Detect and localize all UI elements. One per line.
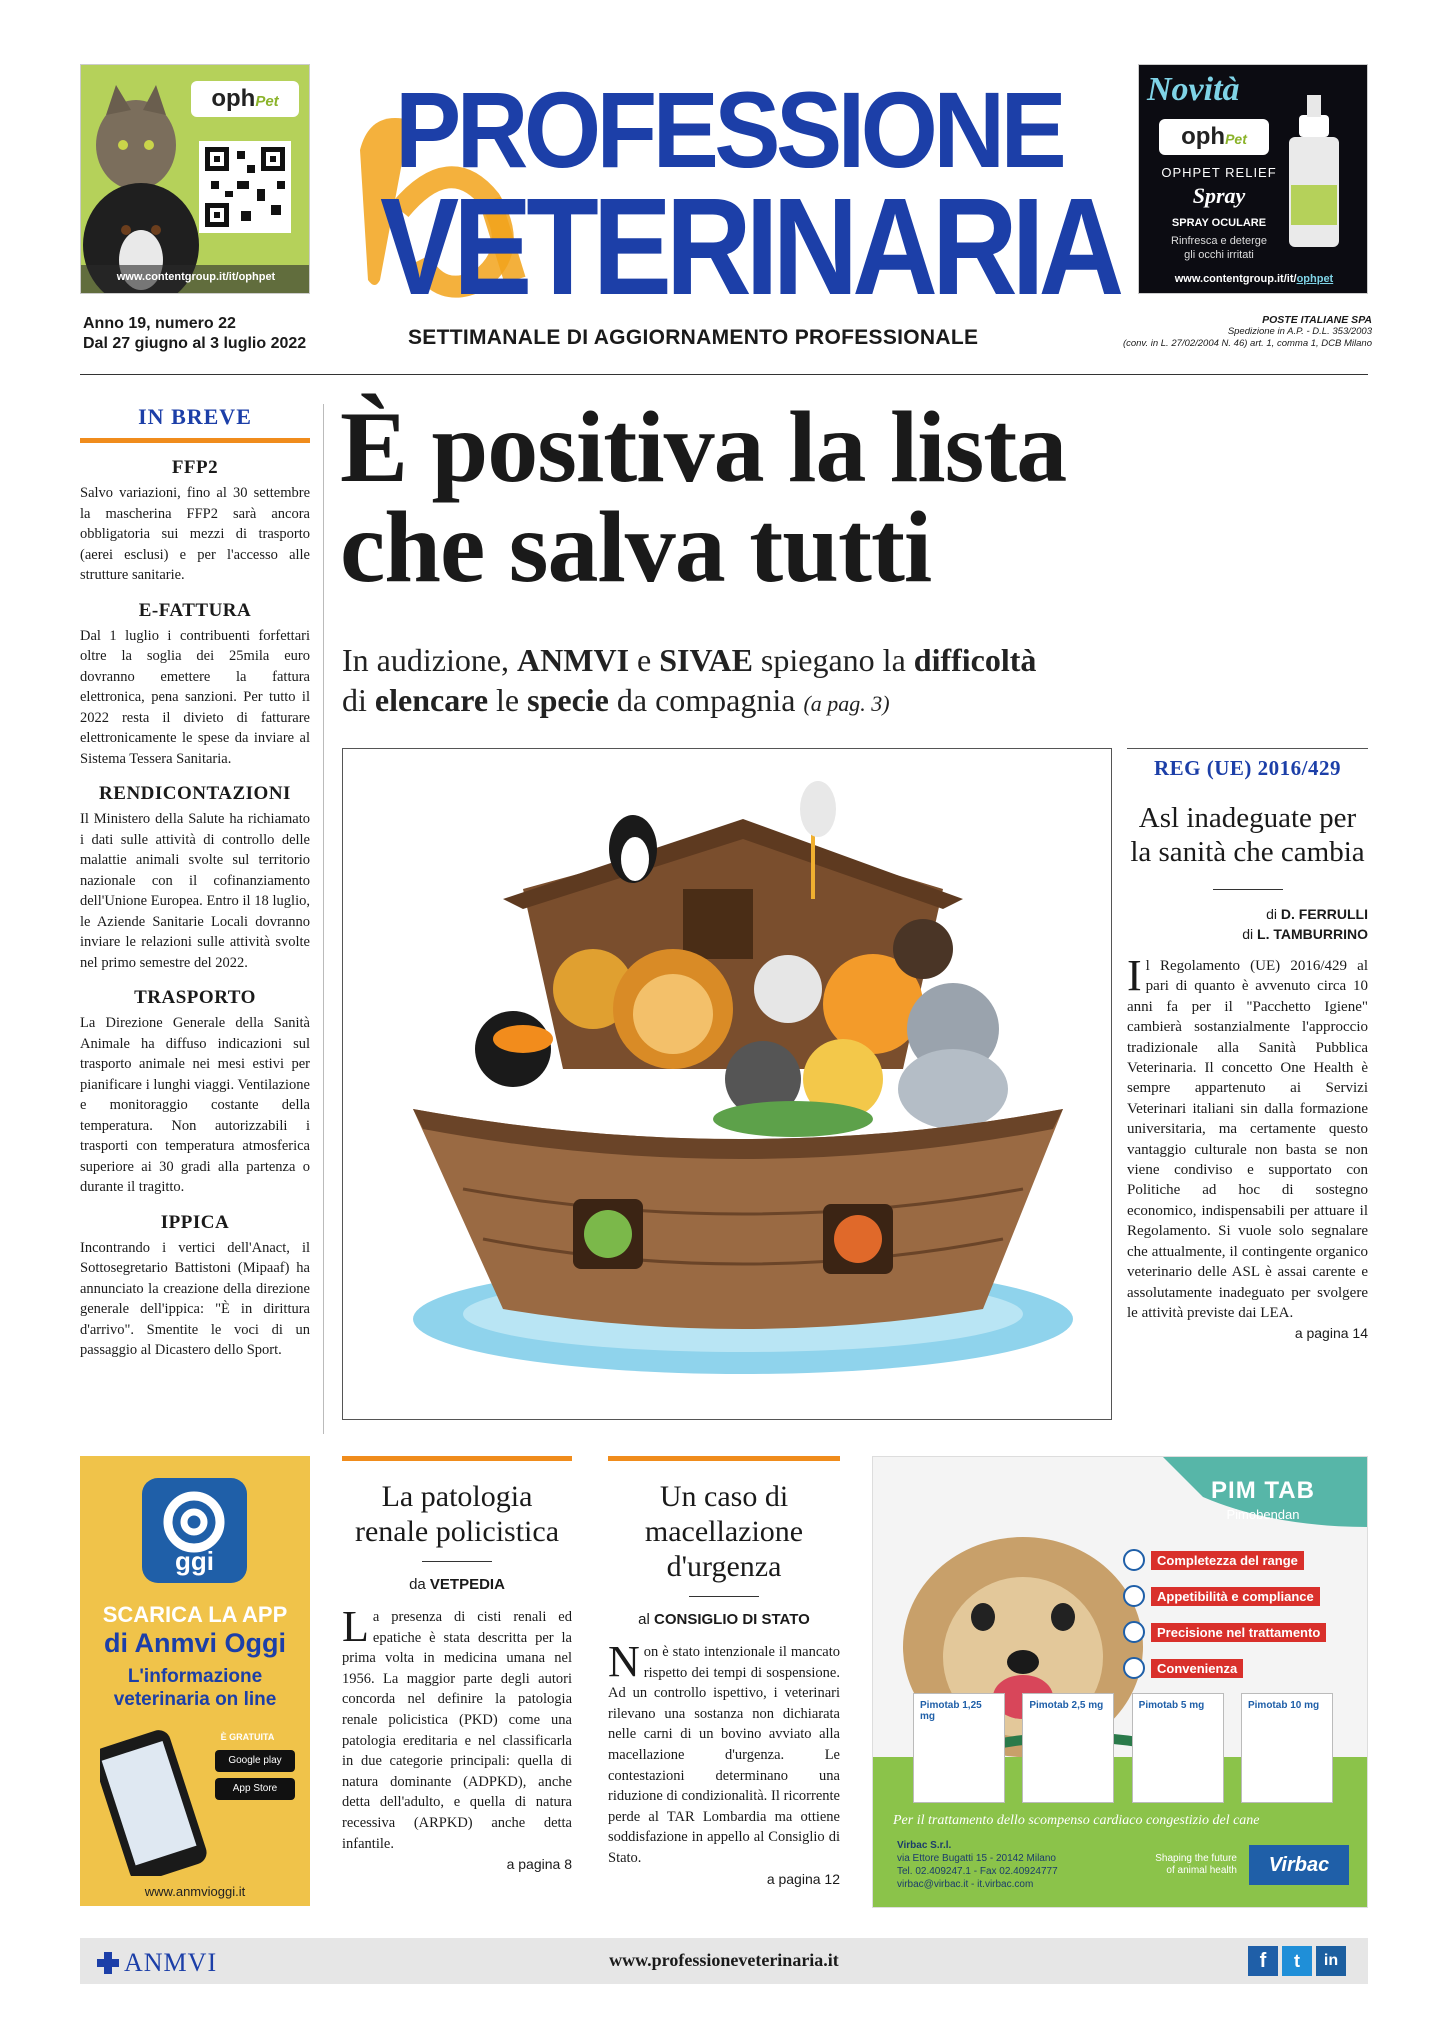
virbac-logo: Virbac [1249, 1845, 1349, 1885]
box-patologia-renale[interactable] [342, 1456, 572, 1872]
pimotab-box: Pimotab 10 mg [1241, 1693, 1333, 1803]
footer-bar [80, 1938, 1368, 1984]
brief-item [80, 1212, 310, 1361]
lead-deck-text: In audizione, [342, 642, 518, 678]
side-title-rule [1213, 889, 1283, 890]
linkedin-icon[interactable]: in [1316, 1946, 1346, 1976]
feature-label: Precisione nel trattamento [1151, 1623, 1326, 1642]
social-links [1248, 1946, 1346, 1976]
lead-deck-emphasis: SIVAE [659, 642, 753, 678]
lead-headline-line-2: che salva tutti [340, 491, 932, 604]
issue-dates: Dal 27 giugno al 3 luglio 2022 [83, 335, 307, 352]
side-kicker: REG (UE) 2016/429 [1154, 756, 1341, 780]
box1-body: La presenza di cisti renali ed epatiche è stata descritta per la prima volta in medicina umana nel 1956. La maggior parte degli autori concorda nel definire la patologia renale policistica (PKD) come una patologia ereditaria e nel classificarla in due categorie principali: quella di natura dominante (ADPKD), anche detta dell'adulto, e quella di natura recessiva (ARPKD) anche detta infantile. [342, 1602, 572, 1852]
lead-deck-line-1 [342, 640, 1222, 680]
ark-art [343, 749, 1111, 1419]
pimotab-contacts [897, 1839, 1137, 1891]
app-ad-free: È GRATUITA [220, 1732, 275, 1742]
box2-title: Un caso di macellazione d'urgenza [644, 1480, 804, 1583]
postal-line-3: (conv. in L. 27/02/2004 N. 46) art. 1, comma 1, DCB Milano [1122, 338, 1372, 349]
box2-title-rule [689, 1596, 759, 1597]
virbac-slogan [1137, 1853, 1237, 1877]
box-macellazione[interactable] [608, 1456, 840, 1887]
brief-item-text: Il Ministero della Salute ha richiamato i dati sulle attività di controllo delle malattie animali svolte sul territorio nazionale con il cofinanziamento dell'Unione Europea. Entro il 18 luglio, le Aziende Sanitarie Locali dovranno inviare le relazioni sulle attività svolte nel primo semestre del 2022. [80, 811, 310, 971]
box1-title-rule [422, 1561, 492, 1562]
feature-icon [1123, 1657, 1145, 1679]
lead-headline[interactable] [340, 391, 1067, 604]
brief-item-text: Incontrando i vertici dell'Anact, il Sottosegretario Battistoni (Mipaaf) ha annunciato la creazione della direzione generale dell'ippica: "È in dirittura d'arrivo". Smentite le voci di un passaggio al Dicastero dello Sport. [80, 1239, 310, 1358]
pimotab-box: Pimotab 5 mg [1132, 1693, 1224, 1803]
side-pageref[interactable]: a pagina 14 [1294, 1325, 1368, 1342]
brief-item-title: TRASPORTO [134, 987, 256, 1008]
pimotab-box: Pimotab 1,25 mg [913, 1693, 1005, 1803]
app-store-badge[interactable]: App Store [215, 1778, 295, 1800]
side-title: Asl inadeguate per la sanità che cambia [1130, 802, 1365, 868]
app-ad-line-4: veterinaria on line [113, 1689, 277, 1710]
novita-label: Novità [1147, 71, 1240, 108]
pimotab-phone: Tel. 02.409247.1 - Fax 02.40924777 [897, 1866, 1058, 1877]
pimotab-boxes [913, 1693, 1333, 1803]
lead-deck-text: spiegano la [752, 642, 914, 678]
postal-line-2: Spedizione in A.P. - D.L. 353/2003 [1227, 326, 1372, 337]
box1-byline: da VETPEDIA [409, 1576, 505, 1593]
app-ad-line-2: di Anmvi Oggi [104, 1628, 286, 1658]
feature-icon [1123, 1621, 1145, 1643]
pimotab-feature [1123, 1585, 1349, 1607]
box2-dropcap: N [608, 1637, 640, 1686]
brief-item-title: RENDICONTAZIONI [99, 783, 291, 804]
lead-deck [342, 640, 1222, 724]
lead-deck-text: da compagnia [608, 682, 804, 718]
footer-url[interactable]: www.professioneveterinaria.it [609, 1950, 839, 1970]
side-dropcap: I [1127, 951, 1142, 1000]
pimotab-brand: PIM TAB [1211, 1477, 1315, 1504]
lead-deck-text: e [629, 642, 660, 678]
lead-deck-emphasis: ANMVI [517, 642, 630, 678]
lead-deck-emphasis: elencare [374, 682, 489, 718]
app-ad-url[interactable]: www.anmvioggi.it [144, 1884, 246, 1899]
pimotab-feature [1123, 1657, 1349, 1679]
app-ad-line-1: SCARICA LA APP [102, 1602, 288, 1627]
brief-item-text: La Direzione Generale della Sanità Animale ha diffuso indicazioni sul trasporto animale nei mesi estivi per pianificare i lunghi viaggi. Ventilazione e monitoraggio costante della temperatura. Non autorizzabili i trasporti con temperatura atmosferica superiore ai 30 gradi alla partenza o durante il tragitto. [80, 1015, 310, 1195]
ophpet-relief-sub: SPRAY OCULARE [1171, 217, 1267, 229]
brief-item [80, 457, 310, 586]
side-body: Il Regolamento (UE) 2016/429 al pari di quanto è avvenuto circa 10 anni fa per il "Pacchetto Igiene" cambierà sostanzialmente l'approccio tradizionale alla Sanità Pubblica Veterinaria. Il concetto One Health è sempre appartenuto ai Servizi Veterinari italiani sin dalla formazione universitaria, ma certamente questo vantaggio culturale non basta se non viene condiviso e supportato con Politiche ad hoc di sostegno economico, indispensabili per attuare il Regolamento. Si vuole solo segnalare che attualmente, il contingente organico veterinario delle ASL è assai carente e assolutamente inadeguato per svolgere le attività previste dai LEA. [1127, 951, 1368, 1321]
lead-headline-line-1: È positiva la lista [340, 391, 1067, 504]
virbac-slogan-2: of animal health [1166, 1865, 1237, 1876]
ophpet-relief-product: OPHPET RELIEF [1161, 165, 1277, 180]
app-ad-line-3: L'informazione [127, 1666, 263, 1687]
box1-bar [342, 1456, 572, 1461]
issue-info [83, 314, 306, 354]
side-article-top-rule [1127, 748, 1368, 749]
lead-deck-emphasis: specie [527, 682, 609, 718]
brief-item [80, 783, 310, 973]
side-byline-2: di L. TAMBURRINO [1242, 926, 1368, 942]
pimotab-tagline: Per il trattamento dello scompenso cardiaco congestizio del cane [893, 1813, 1260, 1828]
facebook-icon[interactable]: f [1248, 1946, 1278, 1976]
pimotab-company: Virbac S.r.l. [897, 1840, 952, 1851]
lead-deck-text: le [488, 682, 528, 718]
brief-item [80, 987, 310, 1198]
pimotab-email: virbac@virbac.it - it.virbac.com [897, 1879, 1034, 1890]
ophpet-relief-url[interactable]: www.contentgroup.it/it/ophpet [1174, 273, 1334, 285]
pimotab-feature [1123, 1621, 1349, 1643]
feature-label: Appetibilità e compliance [1151, 1587, 1320, 1606]
ophpet-ad[interactable] [80, 64, 310, 294]
ophpet-relief-desc-1: Rinfresca e deterge [1171, 235, 1267, 247]
header-divider [80, 374, 1368, 375]
pimotab-feature [1123, 1549, 1349, 1571]
masthead-title-1: PROFESSIONE [395, 69, 1063, 190]
box2-bar [608, 1456, 840, 1461]
lead-deck-text: di [342, 682, 375, 718]
virbac-slogan-1: Shaping the future [1155, 1853, 1237, 1864]
side-article[interactable] [1127, 756, 1368, 1341]
box1-title: La patologia renale policistica [354, 1480, 560, 1548]
in-breve-heading: IN BREVE [138, 404, 252, 429]
smartphone-icon [100, 1726, 220, 1876]
brief-item-title: E-FATTURA [138, 599, 252, 621]
twitter-icon[interactable]: t [1282, 1946, 1312, 1976]
box1-pageref[interactable]: a pagina 8 [506, 1856, 572, 1873]
ophpet-relief-logo: ophPet [1159, 119, 1269, 155]
google-play-badge[interactable]: Google play [215, 1750, 295, 1772]
ophpet-relief-spray: Spray [1192, 183, 1246, 208]
ophpet-relief-ad[interactable] [1138, 64, 1368, 294]
box1-dropcap: L [342, 1602, 369, 1651]
ophpet-ad-url[interactable]: www.contentgroup.it/it/ophpet [116, 271, 276, 283]
masthead-logo[interactable] [340, 60, 1120, 324]
issue-number: Anno 19, numero 22 [83, 315, 236, 332]
pimotab-ad[interactable] [872, 1456, 1368, 1908]
lead-deck-emphasis: difficoltà [913, 642, 1037, 678]
postal-line-1: POSTE ITALIANE SPA [1262, 314, 1372, 326]
lead-deck-line-2 [342, 680, 1222, 724]
masthead-title-2: VETERINARIA [380, 170, 1119, 324]
anmvi-oggi-app-ad[interactable] [80, 1456, 310, 1906]
brief-item-text: Dal 1 luglio i contribuenti forfettari oltre la soglia dei 25mila euro dovranno emettere la fattura elettronica, pena sanzioni. Per tutto il 2022 resta il divieto di fatturare elettronicamente le spese da inviare al Sistema Tessera Sanitaria. [80, 627, 310, 767]
oggi-app-icon [142, 1478, 247, 1583]
pimotab-address: via Ettore Bugatti 15 - 20142 Milano [897, 1853, 1056, 1864]
brief-item-text: Salvo variazioni, fino al 30 settembre la mascherina FFP2 sarà ancora obbligatoria sui mezzi di trasporto (aerei esclusi) e per l'accesso alle strutture sanitarie. [80, 485, 310, 583]
masthead-subtitle: SETTIMANALE DI AGGIORNAMENTO PROFESSIONALE [408, 326, 979, 349]
box2-body: Non è stato intenzionale il mancato rispetto dei tempi di sospensione. Ad un controllo ispettivo, i veterinari rilevano una sostanza non dichiarata nelle carni di un bovino avviato alla macellazione d'urgenza. Le contestazioni determinano una riduzione di condizionalità. Il ricorrente perde al TAR Lombardia ma ottiene soddisfazione in appello al Consiglio di Stato. [608, 1637, 840, 1866]
in-breve-column [80, 404, 310, 1361]
feature-icon [1123, 1549, 1145, 1571]
feature-label: Completezza del range [1151, 1551, 1304, 1570]
box2-byline: al CONSIGLIO DI STATO [638, 1611, 810, 1628]
column-divider [323, 404, 324, 1434]
pimotab-features [1123, 1549, 1349, 1679]
feature-icon [1123, 1585, 1145, 1607]
ophpet-logo: ophPet [211, 85, 279, 112]
oggi-brand: ggi [175, 1546, 214, 1576]
brief-item [80, 600, 310, 770]
feature-label: Convenienza [1151, 1659, 1243, 1678]
side-byline-1: di D. FERRULLI [1266, 906, 1368, 922]
pimotab-box: Pimotab 2,5 mg [1022, 1693, 1114, 1803]
in-breve-bar [80, 438, 310, 443]
box2-pageref[interactable]: a pagina 12 [766, 1870, 840, 1887]
anmvi-wordmark: ANMVI [124, 1948, 218, 1977]
ophpet-relief-desc-2: gli occhi irritati [1184, 249, 1254, 261]
pimotab-sub: Pimobendan [1226, 1507, 1300, 1522]
lead-deck-ref[interactable]: (a pag. 3) [803, 691, 890, 716]
brief-item-title: IPPICA [160, 1211, 230, 1233]
brief-item-title: FFP2 [171, 457, 219, 478]
postal-info [1080, 314, 1372, 350]
noahs-ark-illustration [342, 748, 1112, 1420]
